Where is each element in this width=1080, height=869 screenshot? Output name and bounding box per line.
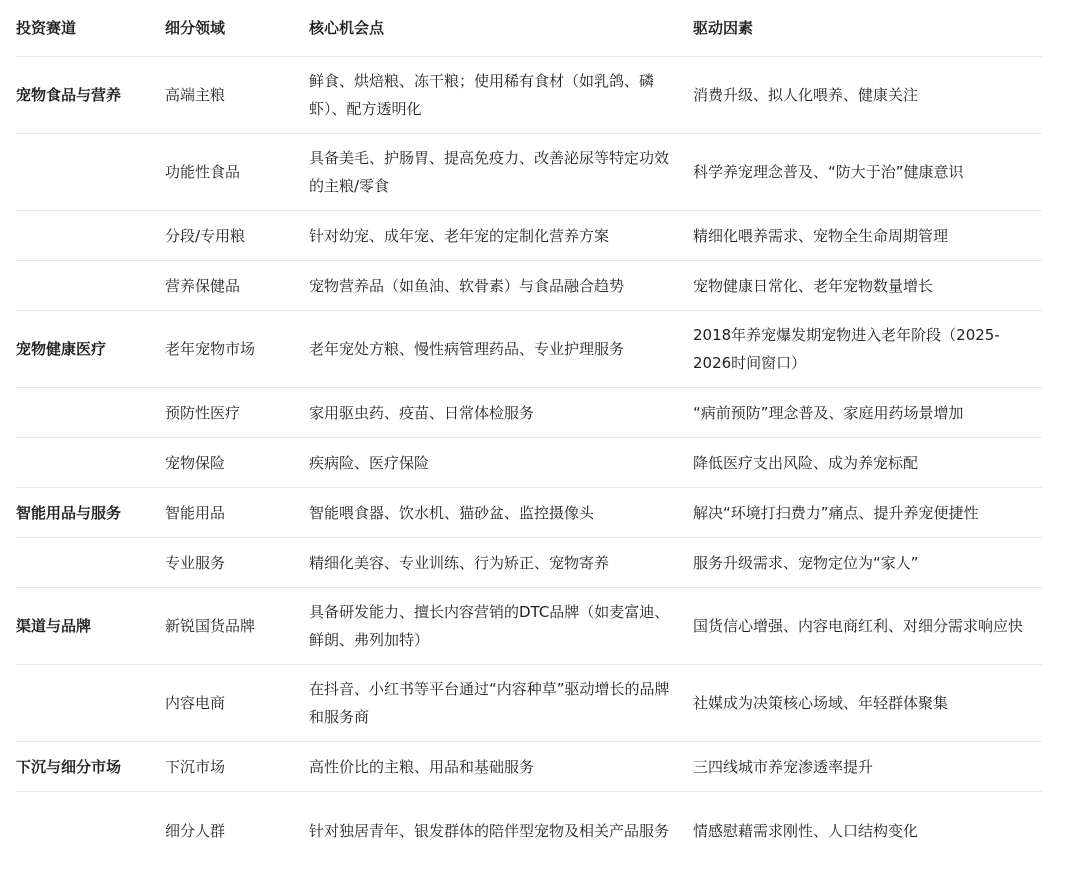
cell-segment: 细分人群: [165, 821, 226, 840]
table-row: [16, 665, 1042, 742]
cell-drivers: 科学养宠理念普及、“防大于治”健康意识: [693, 163, 964, 181]
table-row: [16, 211, 1042, 261]
cell-opportunity: 针对幼宠、成年宠、老年宠的定制化营养方案: [309, 226, 610, 245]
cell-opportunity: 精细化美容、专业训练、行为矫正、宠物寄养: [309, 553, 610, 572]
cell-drivers: 消费升级、拟人化喂养、健康关注: [693, 86, 919, 104]
cell-opportunity: 高性价比的主粮、用品和基础服务: [309, 757, 535, 776]
cell-segment: 营养保健品: [165, 276, 241, 295]
cell-opportunity: 鲜食、烘焙粮、冻干粮；使用稀有食材（如乳鸽、磷虾）、配方透明化: [309, 72, 655, 118]
cell-track: 渠道与品牌: [16, 617, 92, 635]
header-opportunity: 核心机会点: [309, 19, 385, 37]
cell-segment: 高端主粮: [165, 86, 226, 104]
cell-track: 智能用品与服务: [16, 503, 122, 522]
cell-opportunity: 具备研发能力、擅长内容营销的DTC品牌（如麦富迪、鲜朗、弗列加特）: [309, 603, 670, 649]
table-row: [16, 311, 1042, 388]
cell-opportunity: 针对独居青年、银发群体的陪伴型宠物及相关产品服务: [309, 821, 670, 840]
cell-drivers: 服务升级需求、宠物定位为“家人”: [693, 553, 919, 572]
investment-table: [16, 0, 1042, 869]
cell-segment: 老年宠物市场: [165, 340, 256, 358]
cell-segment: 功能性食品: [165, 163, 241, 181]
table-row: [16, 261, 1042, 311]
table-header: [16, 0, 1042, 57]
cell-drivers: 降低医疗支出风险、成为养宠标配: [693, 453, 919, 472]
cell-track: 下沉与细分市场: [16, 757, 122, 776]
cell-drivers: 情感慰藉需求刚性、人口结构变化: [693, 821, 919, 840]
cell-drivers: 宠物健康日常化、老年宠物数量增长: [693, 276, 934, 295]
header-segment: 细分领域: [165, 19, 226, 37]
table-row: [16, 438, 1042, 488]
header-drivers: 驱动因素: [693, 19, 754, 37]
cell-segment: 分段/专用粮: [165, 226, 246, 245]
cell-drivers: 解决“环境打扫费力”痛点、提升养宠便捷性: [693, 503, 979, 522]
cell-segment: 智能用品: [165, 503, 226, 522]
table-row: [16, 134, 1042, 211]
cell-drivers: 精细化喂养需求、宠物全生命周期管理: [693, 226, 949, 245]
cell-opportunity: 在抖音、小红书等平台通过“内容种草”驱动增长的品牌和服务商: [309, 680, 670, 726]
cell-track: 宠物食品与营养: [16, 86, 122, 104]
table-row: [16, 792, 1042, 869]
header-track: 投资赛道: [16, 19, 77, 37]
table-row: [16, 588, 1042, 665]
table-row: [16, 488, 1042, 538]
table-row: [16, 742, 1042, 792]
table-row: [16, 538, 1042, 588]
cell-drivers: 三四线城市养宠渗透率提升: [693, 757, 874, 776]
cell-drivers: 社媒成为决策核心场域、年轻群体聚集: [693, 694, 949, 712]
cell-segment: 新锐国货品牌: [165, 617, 256, 635]
cell-track: 宠物健康医疗: [16, 340, 107, 358]
cell-segment: 专业服务: [165, 553, 226, 572]
cell-drivers: 2018年养宠爆发期宠物进入老年阶段（2025-2026时间窗口）: [693, 326, 1000, 372]
cell-drivers: “病前预防”理念普及、家庭用药场景增加: [693, 403, 964, 422]
cell-segment: 预防性医疗: [165, 403, 241, 422]
table-row: [16, 388, 1042, 438]
cell-segment: 宠物保险: [165, 453, 226, 472]
cell-opportunity: 具备美毛、护肠胃、提高免疫力、改善泌尿等特定功效的主粮/零食: [309, 149, 670, 195]
cell-opportunity: 宠物营养品（如鱼油、软骨素）与食品融合趋势: [309, 276, 625, 295]
cell-segment: 下沉市场: [165, 757, 226, 776]
cell-opportunity: 疾病险、医疗保险: [309, 453, 430, 472]
cell-drivers: 国货信心增强、内容电商红利、对细分需求响应快: [693, 617, 1024, 635]
table-row: [16, 57, 1042, 134]
cell-opportunity: 智能喂食器、饮水机、猫砂盆、监控摄像头: [309, 503, 595, 522]
cell-segment: 内容电商: [165, 694, 226, 712]
cell-opportunity: 家用驱虫药、疫苗、日常体检服务: [309, 403, 535, 422]
cell-opportunity: 老年宠处方粮、慢性病管理药品、专业护理服务: [309, 340, 625, 358]
